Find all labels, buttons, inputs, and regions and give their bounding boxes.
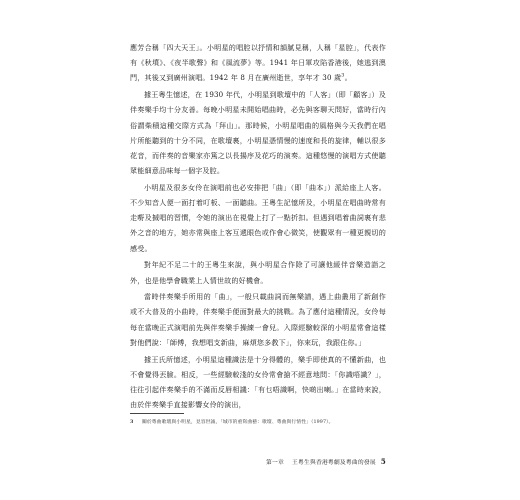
chapter-title: 王粵生與香港粵劇及粵曲的發展 <box>291 460 376 466</box>
footnote-number: 3 <box>130 419 134 425</box>
running-footer <box>266 457 386 466</box>
chapter-label: 第一章 <box>265 460 284 466</box>
footnote-divider <box>130 413 184 414</box>
footnote <box>130 419 386 426</box>
body-paragraph-2: 據王粵生憶述，在 1930 年代，小明星到歌壇中的「人客」（即「顧客」）及伴奏樂手均十分友善。每晚小明星未開始唱曲時，必先與客聊天問好，當時行內俗謂柴積這種交際方式為「拜山」。那時候，小明星唱曲的風格與今天我們在唱片所能聽到的十分不同，在歌壇裏，小明星憑情慢的速度和長的旋律，輔以很多花音，而伴奏的音樂家亦篤之以長揚序及花巧的演奏。這種悠慢的演唱方式使聽眾能細意品味每一個字及腔。 <box>130 90 386 176</box>
body-paragraph-5: 當時伴奏樂手所用的「曲」，一般只載曲詞而無樂譜，遇上曲叢用了新創作或不大普及的小曲時，伴奏樂手便面對最大的挑戰。為了應付這種情況，女伶每每在當晚正式演唱前先與伴奏樂手操練一會兒。入際經驗較深的小明星常會這樣對他們說：「師傅，我想唱支新曲，麻煩您多教下」，你來玩，我跟住你。」 <box>130 292 386 347</box>
body-paragraph-1: 應芳合稱「四大天王」。小明星的唱腔以抒情和韻腻見稱，人稱「星腔」，代表作有《秋墳》、《夜半歌聲》和《風流夢》等。1941 年日軍攻陷香港後，她逃到澳門，其後又到廣州演唱。1942 年 8 月在廣州逝世，享年才 30 歲$^3$。 <box>130 43 386 83</box>
book-page <box>130 40 386 470</box>
body-paragraph-3: 小明星及很多女伶在演唱前也必安排把「曲」（即「曲本」）派給座上人客。不少知音人便一面打着叮板、一面聽曲。王粵生記憶所及，小明星在唱曲時常有走嘢及搣唱的習慣，令她的演出在視覺上打了一點折扣。但遇到唱着曲詞裏有悲外之音的地方，她亦常與座上客互遞眼色或作會心微笑，使觀眾有一種更親切的感受。 <box>130 182 386 253</box>
footnote-marker: 3 <box>341 73 345 80</box>
paragraph-1-text: 應芳合稱「四大天王」。小明星的唱腔以抒情和韻腻見稱，人稱「星腔」，代表作有《秋墳》、《夜半歌聲》和《風流夢》等。1941 年日軍攻陷香港後，她逃到澳門，其後又到廣州演唱。1942 年 8 月在廣州逝世，享年才 30 歲 <box>130 43 386 83</box>
body-paragraph-6: 據王氏所憶述，小明星這種識法是十分得體的，樂手即使真的不懂新曲，也不會覺得丟臉。相反，一些經驗較淺的女伶常會搶不經意地問：「你識唔識？」，往往引起伴奏樂手的不滿而反唇相譏：「有乜唔識啊，快啲出喇。」在當時來說，由於伴奏樂手直接影響女伶的演出， <box>130 354 386 410</box>
footnote-text: 關於粵曲歌壇與小明星，見容世誠，「城市的重寫曲藝：歌壇、粵曲與行情性」（1997）。 <box>142 420 334 425</box>
body-paragraph-4: 對年紀不足二十的王粵生來說，與小明星合作除了可讓他緩伴音樂造詣之外，也是他學會職業上人情世故的好機會。 <box>130 260 386 285</box>
page-number: 5 <box>380 457 386 466</box>
